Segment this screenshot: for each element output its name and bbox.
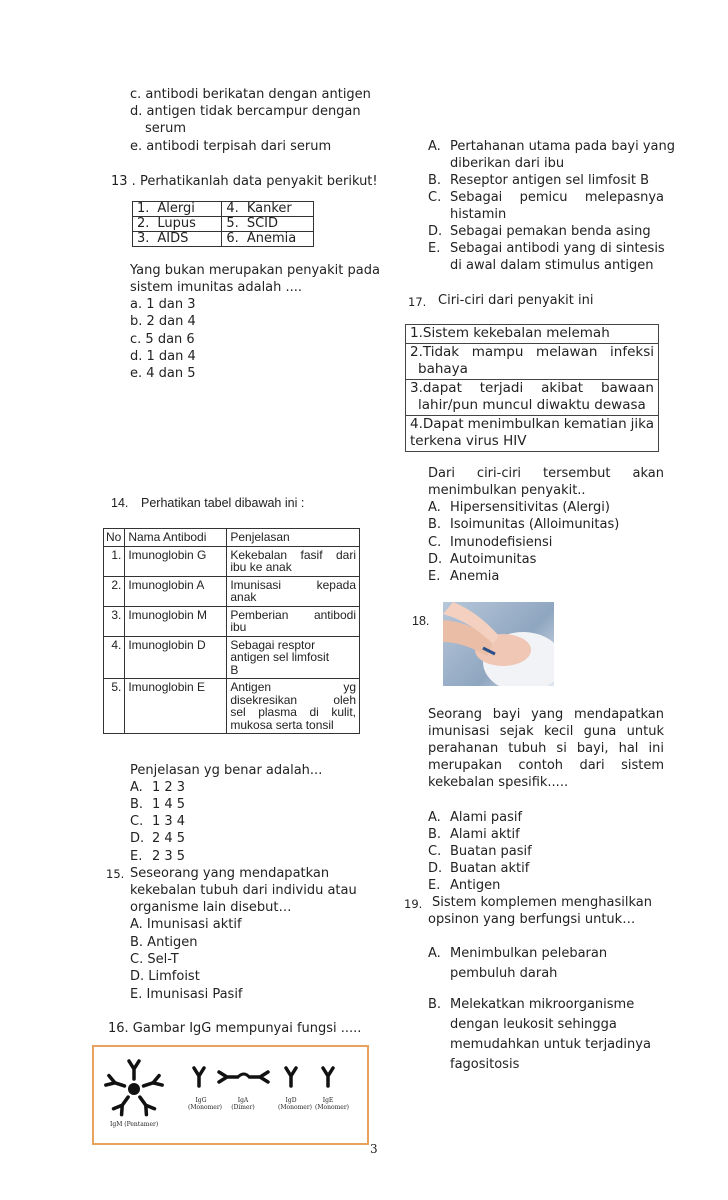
q16-option-a: A. Pertahanan utama pada bayi yang bbox=[428, 139, 676, 154]
table-header-row: No Nama Antibodi Penjelasan bbox=[104, 529, 360, 547]
table-row: 2. Imunoglobin A Imunisasi kepada anak bbox=[104, 576, 360, 606]
q17-stem-line1: Dari ciri-ciri tersembut akan bbox=[428, 466, 664, 481]
q15-option-e: E. Imunisasi Pasif bbox=[130, 987, 243, 1002]
q19-number: 19. bbox=[404, 897, 423, 911]
q19-line2: opsinon yang berfungsi untuk… bbox=[428, 912, 636, 927]
iga-dimer-icon bbox=[219, 1072, 268, 1082]
q17-option-b: B. Isoimunitas (Alloimunitas) bbox=[428, 517, 620, 532]
q19-option-a-line2: pembuluh darah bbox=[450, 966, 558, 981]
q18-line4: merupakan contoh dari sistem bbox=[428, 758, 664, 773]
q18-option-a: A. Alami pasif bbox=[428, 810, 523, 825]
q16-question: 16. Gambar IgG mempunyai fungsi ..... bbox=[108, 1021, 362, 1036]
q14-option-a: A. 1 2 3 bbox=[130, 780, 186, 795]
q17-option-d: D. Autoimunitas bbox=[428, 552, 537, 567]
q13-option-c: c. 5 dan 6 bbox=[130, 332, 195, 347]
baby-vaccination-photo bbox=[443, 602, 554, 686]
q15-line2: kekebalan tubuh dari individu atau bbox=[130, 883, 357, 898]
q13-stem-line1: Yang bukan merupakan penyakit pada bbox=[130, 263, 380, 278]
q18-line3: perahanan tubuh si bayi, hal ini bbox=[428, 741, 664, 756]
q13-question: 13 . Perhatikanlah data penyakit berikut! bbox=[111, 174, 378, 189]
q13-option-e: e. 4 dan 5 bbox=[130, 366, 196, 381]
q16-option-d: D. Sebagai pemakan benda asing bbox=[428, 224, 651, 239]
table-row: 1.Sistem kekebalan melemah bbox=[405, 324, 659, 343]
q14-option-e: E. 2 3 5 bbox=[130, 849, 186, 864]
table-row: 3.dapat terjadi akibat bawaan lahir/pun muncul diwaktu dewasa bbox=[405, 379, 659, 415]
q12-option-d-line2: serum bbox=[145, 121, 187, 136]
igm-pentamer-icon bbox=[106, 1061, 162, 1115]
q16-option-c-line1: Sebagai pemicu melepasnya bbox=[450, 190, 664, 205]
q19-line1: Sistem komplemen menghasilkan bbox=[432, 895, 652, 910]
q14-option-d: D. 2 4 5 bbox=[130, 831, 186, 846]
q14-option-b: B. 1 4 5 bbox=[130, 797, 186, 812]
vaccination-image bbox=[443, 602, 554, 686]
ige-monomer-icon bbox=[323, 1068, 333, 1086]
igd-caption: IgD (Monomer) bbox=[278, 1097, 313, 1111]
q19-option-b: B. Melekatkan mikroorganisme bbox=[428, 997, 635, 1012]
table-row: 2.Tidak mampu melawan infeksi bahaya bbox=[405, 343, 659, 379]
page-number: 3 bbox=[370, 1142, 378, 1156]
igg-monomer-icon bbox=[194, 1068, 204, 1086]
q17-stem-line2: menimbulkan penyakit.. bbox=[428, 483, 586, 498]
igd-monomer-icon bbox=[286, 1068, 296, 1086]
ige-caption: IgE (Monomer) bbox=[315, 1097, 350, 1111]
q12-option-d-line1: d. antigen tidak bercampur dengan bbox=[130, 104, 361, 119]
q18-line1: Seorang bayi yang mendapatkan bbox=[428, 707, 664, 722]
q16-option-b: B. Reseptor antigen sel limfosit B bbox=[428, 173, 649, 188]
q14-question: Perhatikan tabel dibawah ini : bbox=[141, 496, 305, 510]
q12-option-c: c. antibodi berikatan dengan antigen bbox=[130, 87, 371, 102]
q16-option-e: E. Sebagai antibodi yang di sintesis bbox=[428, 241, 665, 256]
iga-caption: IgA (Dimer) bbox=[231, 1097, 255, 1111]
q12-option-e: e. antibodi terpisah dari serum bbox=[130, 139, 332, 154]
q15-option-c: C. Sel-T bbox=[130, 952, 179, 967]
q13-option-d: d. 1 dan 4 bbox=[130, 349, 196, 364]
q13-option-a: a. 1 dan 3 bbox=[130, 297, 196, 312]
q19-option-b-line3: memudahkan untuk terjadinya bbox=[450, 1037, 651, 1052]
q16-option-e-line2: di awal dalam stimulus antigen bbox=[450, 258, 654, 273]
q15-option-a: A. Imunisasi aktif bbox=[130, 917, 242, 932]
q17-option-e: E. Anemia bbox=[428, 569, 500, 584]
q17-option-c: C. Imunodefisiensi bbox=[428, 535, 553, 550]
q18-option-e: E. Antigen bbox=[428, 878, 501, 893]
q18-line5: kekebalan spesifik..... bbox=[428, 775, 569, 790]
table-row: 1. Alergi 4. Kanker bbox=[133, 202, 314, 217]
antibody-figure bbox=[92, 1045, 369, 1145]
q17-number: 17. bbox=[408, 295, 427, 309]
q15-option-b: B. Antigen bbox=[130, 935, 198, 950]
q15-number: 15. bbox=[106, 867, 125, 881]
antibody-diagram bbox=[94, 1047, 367, 1143]
q13-option-b: b. 2 dan 4 bbox=[130, 314, 196, 329]
q17-question: Ciri-ciri dari penyakit ini bbox=[438, 293, 594, 308]
q18-option-b: B. Alami aktif bbox=[428, 827, 520, 842]
q18-line2: imunisasi sejak kecil guna untuk bbox=[428, 724, 664, 739]
q17-option-a: A. Hipersensitivitas (Alergi) bbox=[428, 500, 610, 515]
q18-option-c: C. Buatan pasif bbox=[428, 844, 532, 859]
q18-number: 18. bbox=[412, 614, 430, 628]
q19-option-a: A. Menimbulkan pelebaran bbox=[428, 946, 608, 961]
table-row: 3. Imunoglobin M Pemberian antibodi ibu bbox=[104, 606, 360, 636]
table-row: 2. Lupus 5. SCID bbox=[133, 217, 314, 232]
q19-option-b-line2: dengan leukosit sehingga bbox=[450, 1017, 617, 1032]
q18-option-d: D. Buatan aktif bbox=[428, 861, 530, 876]
igm-caption: IgM (Pentamer) bbox=[110, 1121, 159, 1128]
table-row: 5. Imunoglobin E Antigen yg disekresikan oleh sel plasma di kulit, mukosa serta tonsil bbox=[104, 679, 360, 734]
q19-option-b-line4: fagositosis bbox=[450, 1057, 520, 1072]
q15-line1: Seseorang yang mendapatkan bbox=[130, 866, 330, 881]
q15-line3: organisme lain disebut… bbox=[130, 900, 292, 915]
table-row: 4.Dapat menimbulkan kematian jika terkena virus HIV bbox=[405, 415, 659, 452]
q14-antibody-table bbox=[103, 528, 360, 734]
q15-option-d: D. Limfoist bbox=[130, 969, 200, 984]
table-row: 1. Imunoglobin G Kekebalan fasif dari ibu ke anak bbox=[104, 546, 360, 576]
q17-symptom-table bbox=[405, 324, 659, 452]
q13-disease-table bbox=[132, 201, 314, 247]
q16-option-c-line2: histamin bbox=[450, 207, 507, 222]
table-row: 3. AIDS 6. Anemia bbox=[133, 232, 314, 247]
table-row: 4. Imunoglobin D Sebagai resptor antigen sel limfosit B bbox=[104, 636, 360, 679]
q14-option-c: C. 1 3 4 bbox=[130, 814, 186, 829]
q13-stem-line2: sistem imunitas adalah .... bbox=[130, 280, 303, 295]
igg-caption: IgG (Monomer) bbox=[188, 1097, 223, 1111]
q14-stem: Penjelasan yg benar adalah... bbox=[130, 763, 323, 778]
q14-number: 14. bbox=[111, 496, 129, 510]
q16-option-c: C. bbox=[428, 190, 442, 205]
q16-option-a-line2: diberikan dari ibu bbox=[450, 156, 565, 171]
